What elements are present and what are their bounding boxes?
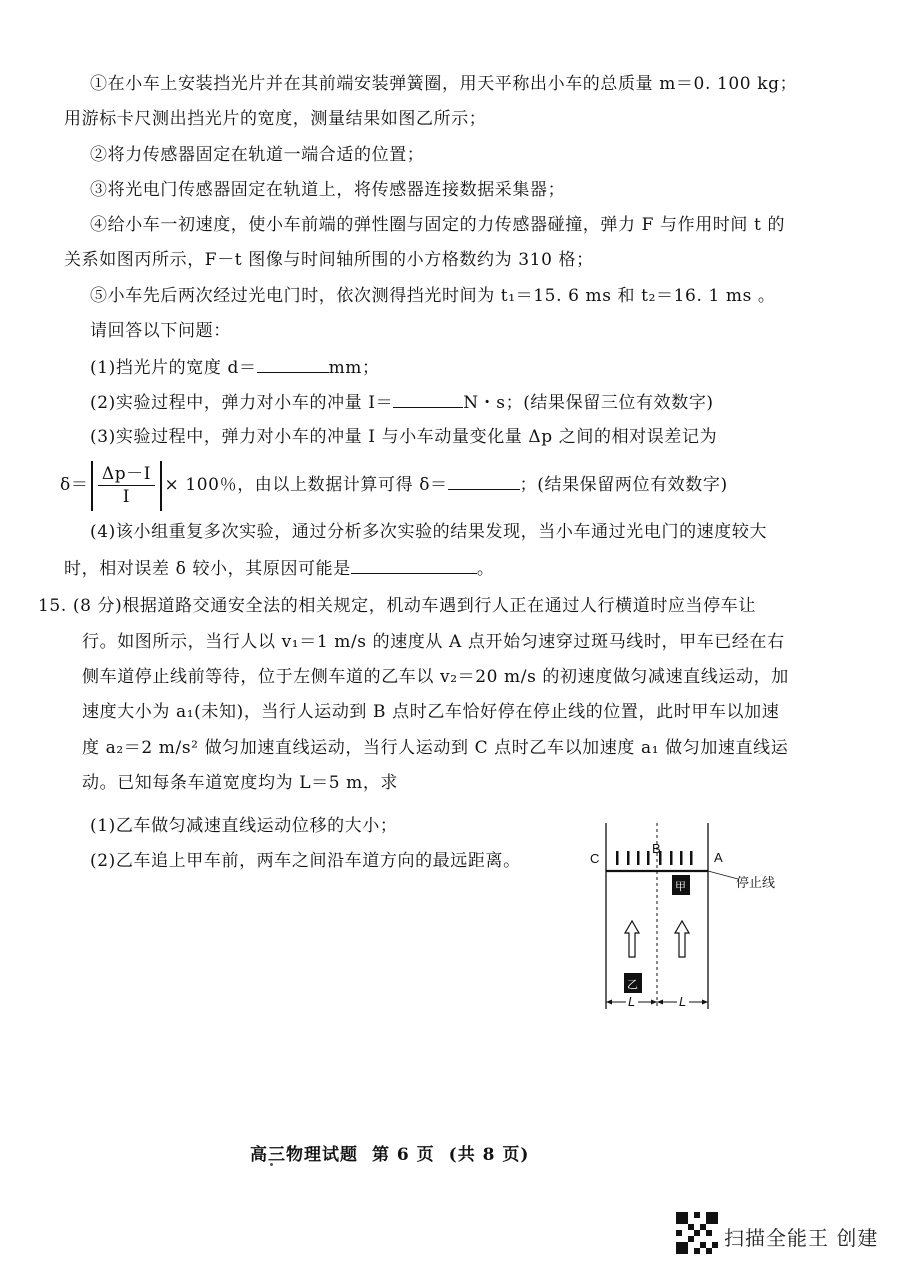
q14-part-2 [90, 389, 714, 415]
q14-part-2-text: (2)实验过程中，弹力对小车的冲量 I＝ [90, 393, 394, 413]
q15-line-5: 度 a₂＝2 m/s² 做匀加速直线运动，当行人运动到 C 点时乙车以加速度 a₁ 做匀加速直线运 [82, 738, 789, 758]
q15-line-2: 行。如图所示，当行人以 v₁＝1 m/s 的速度从 A 点开始匀速穿过斑马线时，甲车已经在右 [82, 632, 785, 652]
q15-line-3: 侧车道停止线前等待，位于左侧车道的乙车以 v₂＝20 m/s 的初速度做匀减速直线运动，加 [82, 667, 789, 687]
scanner-watermark: 扫描全能王 创建 [724, 1226, 879, 1250]
step-4-line-b: 关系如图丙所示，F－t 图像与时间轴所围的小方格数约为 310 格； [64, 250, 594, 270]
step-1-line-a: ①在小车上安装挡光片并在其前端安装弹簧圈，用天平称出小车的总质量 m＝0. 100 kg； [90, 74, 798, 94]
q14-part-4-line-a: (4)该小组重复多次实验，通过分析多次实验的结果发现，当小车通过光电门的速度较大 [90, 522, 768, 542]
step-5: ⑤小车先后两次经过光电门时，依次测得挡光时间为 t₁＝15. 6 ms 和 t₂＝16. 1 ms 。 [90, 286, 776, 306]
road-crossing-diagram [580, 815, 800, 1015]
q14-part-3-line-a: (3)实验过程中，弹力对小车的冲量 I 与小车动量变化量 Δp 之间的相对误差记为 [90, 427, 718, 447]
q15-sub-2: (2)乙车追上甲车前，两车之间沿车道方向的最远距离。 [90, 851, 521, 871]
q14-part-1 [90, 354, 380, 380]
relative-error-fraction [98, 463, 155, 508]
answer-blank-4[interactable] [351, 555, 477, 574]
q14-part-3-formula [60, 460, 728, 511]
step-1-line-b: 用游标卡尺测出挡光片的宽度，测量结果如图乙所示； [64, 109, 487, 129]
footer-total: (共 8 页) [448, 1145, 530, 1165]
q14-part-1-text: (1)挡光片的宽度 d＝ [90, 358, 257, 378]
answer-blank-3[interactable] [448, 471, 520, 490]
arrow-up-icon [625, 921, 639, 957]
lane-width-label-left: L [628, 994, 636, 1009]
fraction-numerator: Δp－I [98, 463, 155, 486]
q15-line-1: 15. (8 分)根据道路交通安全法的相关规定，机动车遇到行人正在通过人行横道时应当停车让 [38, 596, 756, 616]
car-jia-label: 甲 [675, 881, 686, 893]
q15-sub-1: (1)乙车做匀减速直线运动位移的大小； [90, 816, 398, 836]
q14-part-2-unit: N・s；(结果保留三位有效数字) [463, 393, 714, 413]
lane-width-label-right: L [679, 994, 687, 1009]
q14-part-1-unit: mm； [328, 358, 380, 378]
point-c-label: C [590, 851, 600, 866]
answer-blank-2[interactable] [393, 389, 463, 408]
step-4-line-a: ④给小车一初速度，使小车前端的弹性圈与固定的力传感器碰撞，弹力 F 与作用时间 t 的 [90, 215, 786, 235]
fraction-denominator: I [122, 487, 131, 507]
point-a-label: A [714, 850, 723, 865]
formula-continuation: × 100％，由以上数据计算可得 δ＝ [164, 475, 448, 495]
q14-part-4-end: 。 [476, 559, 495, 579]
footer-title: 高三物理试题 [250, 1145, 358, 1165]
q14-part-4-text: 时，相对误差 δ 较小，其原因可能是 [64, 559, 351, 579]
q14-part-4-line-b [64, 555, 494, 581]
abs-bar-left [91, 461, 92, 511]
q15-line-6: 动。已知每条车道宽度均为 L＝5 m，求 [82, 773, 399, 793]
step-2: ②将力传感器固定在轨道一端合适的位置； [90, 145, 425, 165]
point-b-label: B [652, 841, 661, 856]
delta-symbol: δ＝ [60, 475, 89, 495]
stop-line-label: 停止线 [736, 875, 776, 890]
abs-bar-right [160, 461, 161, 511]
car-yi-label: 乙 [627, 979, 638, 991]
q14-part-3-note: ；(结果保留两位有效数字) [519, 475, 728, 495]
qr-code-icon [676, 1212, 718, 1254]
answer-blank-1[interactable] [257, 354, 329, 373]
arrow-up-icon [675, 921, 689, 957]
q15-line-4: 速度大小为 a₁(未知)，当行人运动到 B 点时乙车恰好停在停止线的位置，此时甲车以加速 [82, 702, 780, 722]
footer-page: 第 6 页 [372, 1145, 435, 1165]
question-prompt: 请回答以下问题： [90, 321, 231, 341]
page-footer [250, 1140, 543, 1165]
stop-line-leader [708, 871, 738, 879]
step-3: ③将光电门传感器固定在轨道上，将传感器连接数据采集器； [90, 180, 566, 200]
